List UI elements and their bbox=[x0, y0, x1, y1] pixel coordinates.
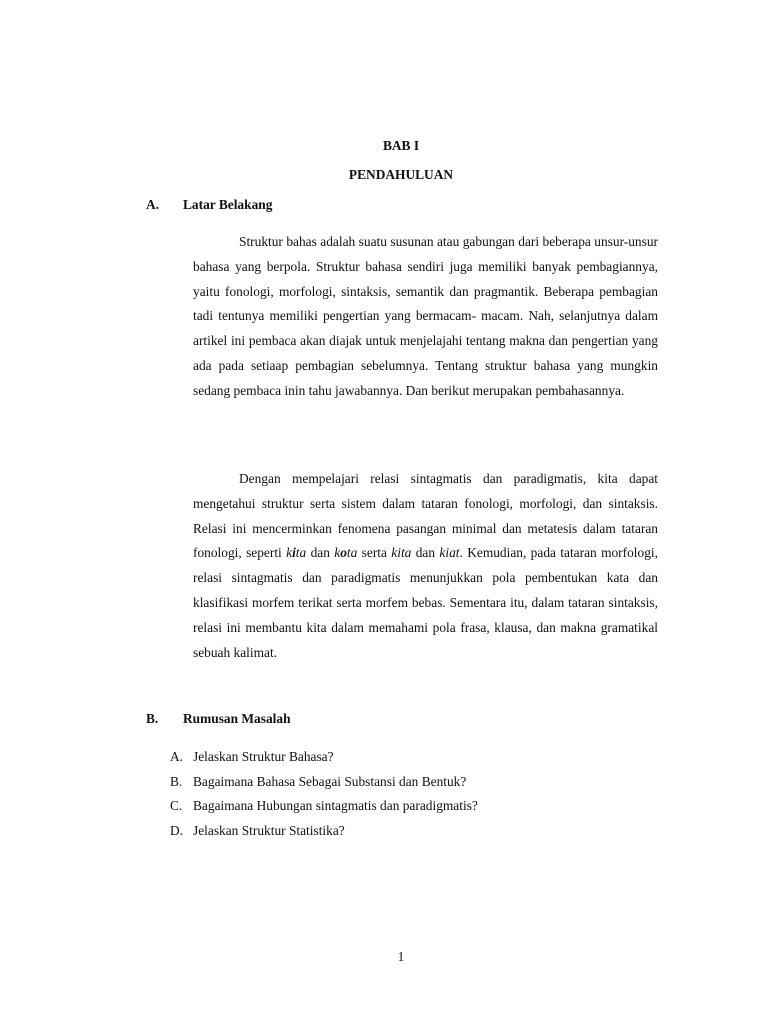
list-item-letter: C. bbox=[170, 798, 183, 813]
section-title: Latar Belakang bbox=[183, 197, 273, 212]
list-item bbox=[170, 794, 478, 819]
section-letter: A. bbox=[146, 197, 160, 212]
background-paragraph-2 bbox=[193, 467, 658, 665]
section-title: Rumusan Masalah bbox=[183, 711, 291, 726]
paragraph-text: dan bbox=[306, 545, 335, 561]
list-item-letter: B. bbox=[170, 773, 183, 789]
example-word-kita-2: kita bbox=[391, 545, 412, 561]
section-heading-rumusan-masalah bbox=[146, 710, 291, 728]
list-item-text: Bagaimana Bahasa Sebagai Substansi dan Bentuk? bbox=[193, 773, 467, 789]
section-heading-latar-belakang bbox=[146, 196, 272, 214]
list-item-letter: A. bbox=[170, 749, 184, 764]
list-item bbox=[170, 819, 478, 844]
chapter-number: BAB I bbox=[382, 138, 420, 153]
research-questions-list bbox=[170, 745, 478, 843]
list-item-text: Jelaskan Struktur Bahasa? bbox=[193, 749, 334, 764]
chapter-title: PENDAHULUAN bbox=[348, 167, 454, 182]
example-word-kota: kota bbox=[334, 545, 358, 561]
section-letter: B. bbox=[146, 711, 159, 726]
paragraph-text: . Kemudian, pada tataran morfologi, relasi sintagmatis dan paradigmatis menunjukkan pola pembentukan kata dan klasifikasi morfem terikat serta morfem bebas. Sementara itu, dalam tataran sintaksis, relasi ini membantu kita dalam memahami pola frasa, klausa, dan makna gramatikal sebuah kalimat. bbox=[193, 545, 658, 660]
list-item-letter: D. bbox=[170, 822, 184, 838]
page-number: 1 bbox=[397, 949, 405, 964]
paragraph-text: dan bbox=[411, 545, 440, 561]
list-item bbox=[170, 745, 478, 770]
paragraph-text: serta bbox=[357, 545, 392, 561]
list-item-text: Bagaimana Hubungan sintagmatis dan paradigmatis? bbox=[193, 798, 478, 813]
list-item-text: Jelaskan Struktur Statistika? bbox=[193, 822, 345, 838]
list-item bbox=[170, 770, 478, 795]
example-word-kiat: kiat bbox=[439, 545, 460, 561]
background-paragraph-1: Struktur bahas adalah suatu susunan atau gabungan dari beberapa unsur-unsur bahasa yang berpola. Struktur bahasa sendiri juga memiliki banyak pembagiannya, yaitu fonologi, morfologi, sintaksis, semantik dan pragmantik. Beberapa pembagian tadi tentunya memiliki pengertian yang bermacam- macam. Nah, selanjutnya dalam artikel ini pembaca akan diajak untuk menjelajahi tentang makna dan pengertian yang ada pada setiaap pembagian sebelumnya. Tentang struktur bahasa yang mungkin sedang pembaca inin tahu jawabannya. Dan berikut merupakan pembahasannya. bbox=[193, 234, 658, 398]
example-word-kita: kita bbox=[286, 545, 307, 561]
paragraph-text: Dengan mempelajari relasi sintagmatis dan paradigmatis, kita dapat mengetahui struktur serta sistem dalam tataran fonologi, morfologi, dan sintaksis. Relasi ini mencerminkan fenomena pasangan minimal dan metatesis dalam tataran fonologi, seperti bbox=[193, 471, 658, 561]
